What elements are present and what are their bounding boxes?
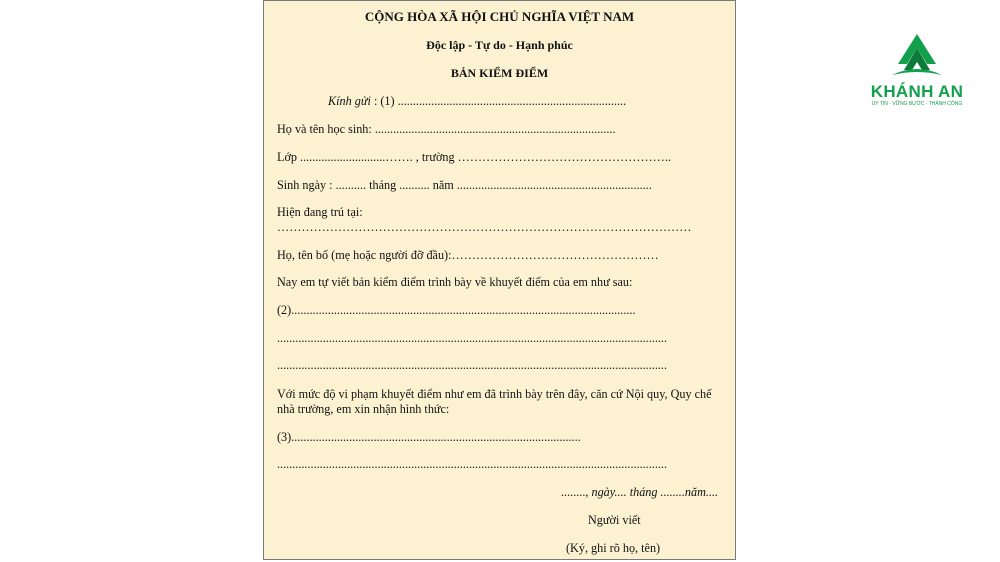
brand-logo-text: KHÁNH AN bbox=[870, 82, 964, 101]
dotted-line: ................................................................................................................................ bbox=[277, 457, 667, 471]
item-3-line: (3)............................................................................................... bbox=[277, 430, 581, 444]
residence-label: Hiện đang trú tại: bbox=[277, 205, 363, 219]
item-2-line: (2)................................................................................................................. bbox=[277, 303, 636, 317]
dotted-line: ................................................................................................................................ bbox=[277, 358, 667, 372]
writer-label: Người viết bbox=[588, 513, 641, 527]
country-heading: CỘNG HÒA XÃ HỘI CHỦ NGHĨA VIỆT NAM bbox=[364, 9, 635, 24]
signature-note: (Ký, ghi rõ họ, tên) bbox=[566, 541, 661, 555]
dotted-line: ................................................................................................................................ bbox=[277, 331, 667, 345]
brand-tagline: UY TÍN · VỮNG BƯỚC · THÀNH CÔNG bbox=[871, 101, 963, 107]
date-label: ngày.... tháng ........năm.... bbox=[591, 485, 719, 499]
addressee-dots: : (1) ........................................................................... bbox=[370, 94, 627, 108]
addressee-label: Kính gửi bbox=[328, 94, 371, 108]
parent-line: Họ, tên bố (mẹ hoặc người đỡ đầu):…………………………………………… bbox=[277, 248, 659, 262]
document-page bbox=[263, 0, 736, 560]
student-name-line: Họ và tên học sinh: ............................................................................... bbox=[277, 122, 616, 136]
date-prefix: ........, bbox=[561, 485, 592, 499]
document-title: BẢN KIỂM ĐIỂM bbox=[450, 66, 549, 80]
intro-line: Nay em tự viết bản kiểm điểm trình bày về khuyết điểm của em như sau: bbox=[277, 275, 633, 289]
discipline-line: Với mức độ vi phạm khuyết điểm như em đã trình bày trên đây, căn cứ Nội quy, Quy chế bbox=[277, 387, 712, 401]
addressee-line bbox=[328, 94, 626, 108]
class-line: Lớp ............................……. , trường …………………………………………….. bbox=[277, 150, 671, 164]
discipline-line: nhà trường, em xin nhận hình thức: bbox=[277, 402, 450, 416]
birth-line: Sinh ngày : .......... tháng .......... năm ................................................................ bbox=[277, 178, 652, 192]
residence-dots: ………………………………………………………………………………………… bbox=[277, 220, 692, 234]
date-line bbox=[561, 485, 718, 499]
motto: Độc lập - Tự do - Hạnh phúc bbox=[426, 38, 573, 52]
